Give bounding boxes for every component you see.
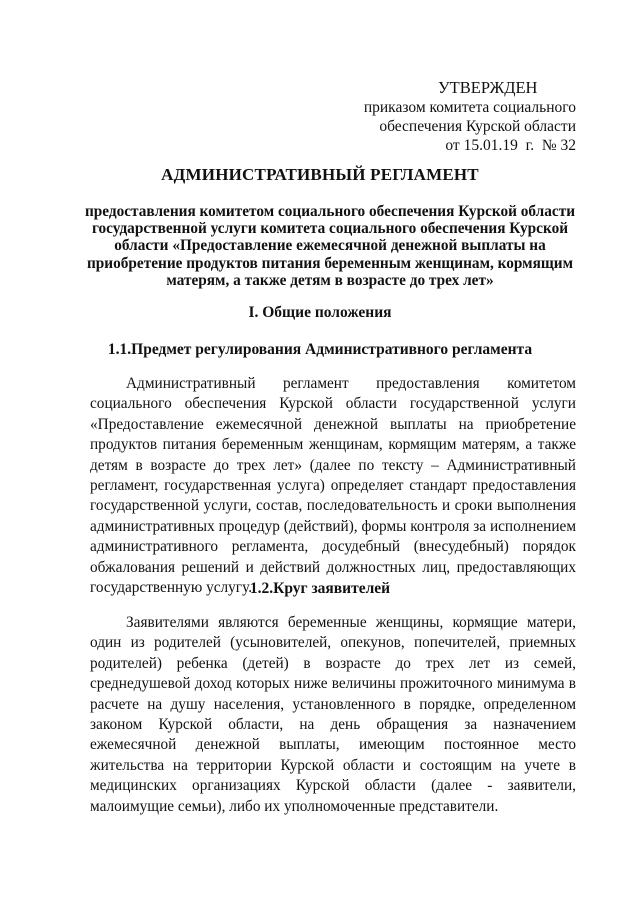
paragraph-applicants: Заявителями являются беременные женщины, кормящие матери, один из родителей (усыновителей, опекунов, попечителей, приемных родителей) ребенка (детей) в возрасте до трех лет из семей, среднедушевой доход которых ниже величины прожиточного минимума в расчете на душу населения, установленного в порядке, определенном законом Курской области, на день обращения за назначением ежемесячной денежной выплаты, имеющим постоянное место жительства на территории Курской области и состоящим на учете в медицинских организациях Курской области (далее - заявители, малоимущие семьи), либо их уполномоченные представители. — [90, 614, 576, 815]
approval-date-prefix: от — [445, 137, 460, 154]
approval-title: УТВЕРЖДЕН — [438, 78, 538, 97]
section-heading-subject: 1.1.Предмет регулирования Административного регламента — [107, 341, 533, 358]
paragraph-subject: Административный регламент предоставления комитетом социального обеспечения Курской области государственной услуги «Предоставление ежемесячной денежной выплаты на приобретение продуктов питания беременным женщинам, кормящим матерям, а также детям в возрасте до трех лет» (далее по тексту – Административный регламент, государственная услуга) определяет стандарт предоставления государственной услуги, состав, последовательность и сроки выполнения административных процедур (действий), формы контроля за исполнением административного регламента, досудебный (внесудебный) порядок обжалования решений и действий должностных лиц, предоставляющих государственную услугу. — [90, 375, 576, 597]
approval-date: 15.01.19 — [463, 137, 518, 154]
section-heading-general: I. Общие положения — [248, 304, 392, 321]
approval-stamp — [340, 78, 576, 155]
approval-line-order: приказом комитета социального — [363, 99, 576, 116]
section-heading-applicants: 1.2.Круг заявителей — [249, 580, 391, 597]
approval-year-abbr: г. — [525, 137, 535, 154]
document-subtitle: предоставления комитетом социального обеспечения Курской области государственной услуги комитета социального обеспечения Курской области «Предоставление ежемесячной денежной выплаты на приобретение продуктов питания беременным женщинам, кормящим матерям, а также детям в возрасте до трех лет» — [84, 203, 576, 289]
document-title: АДМИНИСТРАТИВНЫЙ РЕГЛАМЕНТ — [161, 165, 479, 184]
approval-number: № 32 — [541, 137, 576, 154]
approval-date-line — [340, 136, 576, 155]
approval-line-committee: обеспечения Курской области — [379, 118, 576, 135]
